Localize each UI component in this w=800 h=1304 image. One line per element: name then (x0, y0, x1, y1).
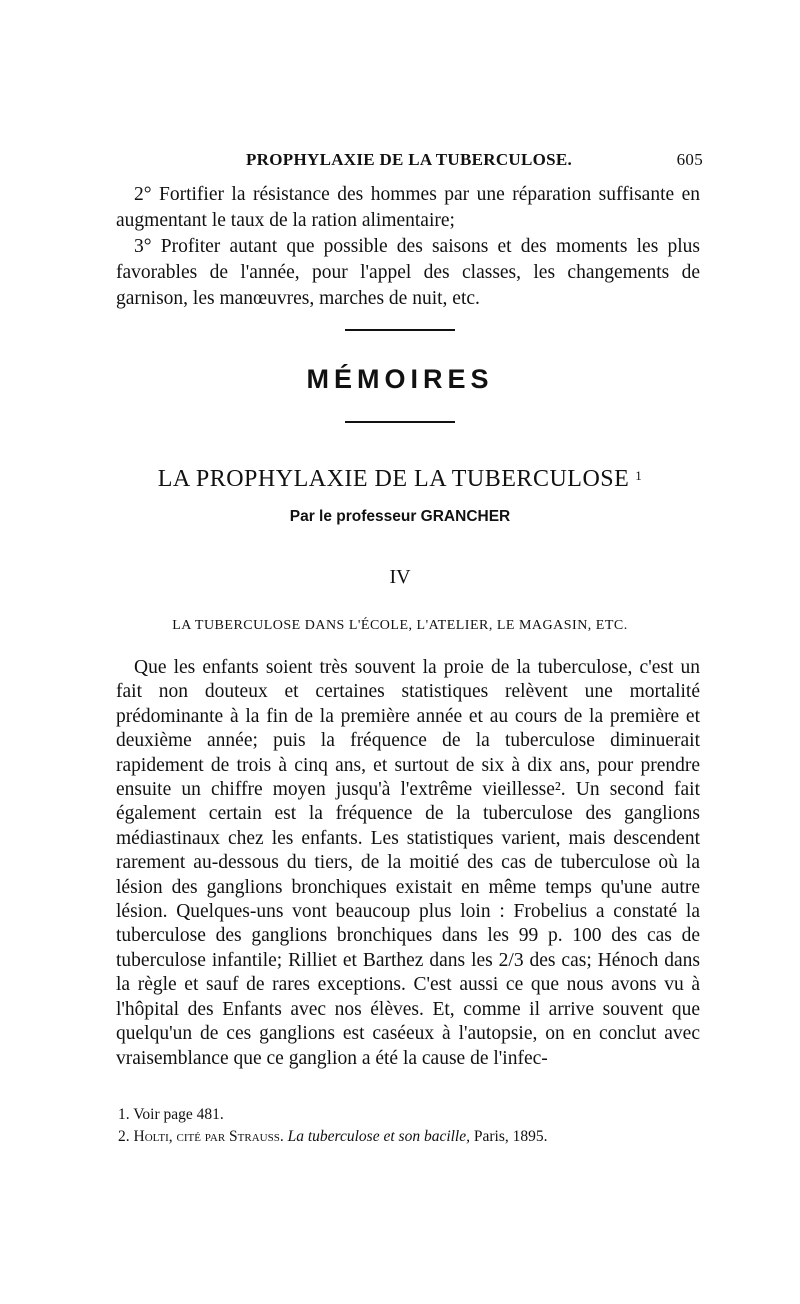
footnote-2 (116, 1126, 700, 1148)
running-head (118, 150, 703, 176)
footnote-1: 1. Voir page 481. (118, 1106, 224, 1123)
running-head-title: PROPHYLAXIE DE LA TUBERCULOSE. (246, 150, 573, 169)
article-title (0, 466, 800, 493)
footnote-2-author: 2. Holti, cité par Strauss. (118, 1128, 284, 1145)
article-title-text: LA PROPHYLAXIE DE LA TUBERCULOSE (157, 466, 630, 492)
divider-bottom (345, 421, 455, 423)
section-heading: MÉMOIRES (306, 364, 494, 394)
footnote-2-rest: Paris, 1895. (473, 1128, 548, 1145)
page-number: 605 (676, 150, 703, 169)
divider-top (345, 329, 455, 331)
article-byline: Par le professeur GRANCHER (289, 508, 511, 525)
intro-item-2: 2° Fortifier la résistance des hommes par une réparation suffisante en augmentant le taux de la ration alimentaire; (116, 184, 700, 231)
intro-paragraph (116, 182, 700, 312)
part-number: IV (389, 566, 411, 588)
footnote-ref-1: 1 (635, 468, 643, 483)
intro-item-3: 3° Profiter autant que possible des saisons et des moments les plus favorables de l'année, pour l'appel des classes, les changements de garnison, les manœuvres, marches de nuit, etc. (116, 236, 700, 309)
article-body (116, 656, 700, 1071)
footnote-2-title: La tuberculose et son bacille, (287, 1128, 470, 1145)
part-title: LA TUBERCULOSE DANS L'ÉCOLE, L'ATELIER, LE MAGASIN, ETC. (172, 618, 628, 633)
footnotes (116, 1104, 700, 1148)
body-paragraph: Que les enfants soient très souvent la proie de la tuberculose, c'est un fait non douteux et certaines statistiques relèvent une mortalité prédominante à la fin de la première année et au cours de la première et deuxième année; puis la fréquence de la tuberculose diminuerait rapidement de trois à cinq ans, et surtout de six à dix ans, pour prendre ensuite un chiffre moyen jusqu'à l'extrême vieillesse². Un second fait également certain est la fréquence de la tuberculose des ganglions médiastinaux chez les enfants. Les statistiques varient, mais descendent rarement au-dessous du tiers, de la moitié des cas de tuberculose où la lésion des ganglions bronchiques existait en même temps qu'une autre lésion. Quelques-uns vont beaucoup plus loin : Frobelius a constaté la tuberculose des ganglions bronchiques dans les 99 p. 100 des cas de tuberculose infantile; Rilliet et Barthez dans les 2/3 des cas; Hénoch dans la règle et sauf de rares exceptions. C'est aussi ce que nous avons vu à l'hôpital des Enfants avec nos élèves. Et, comme il arrive souvent que quelqu'un de ces ganglions est caséeux à l'autopsie, on en conclut avec vraisemblance que ce ganglion a été la cause de l'infec- (116, 657, 700, 1069)
